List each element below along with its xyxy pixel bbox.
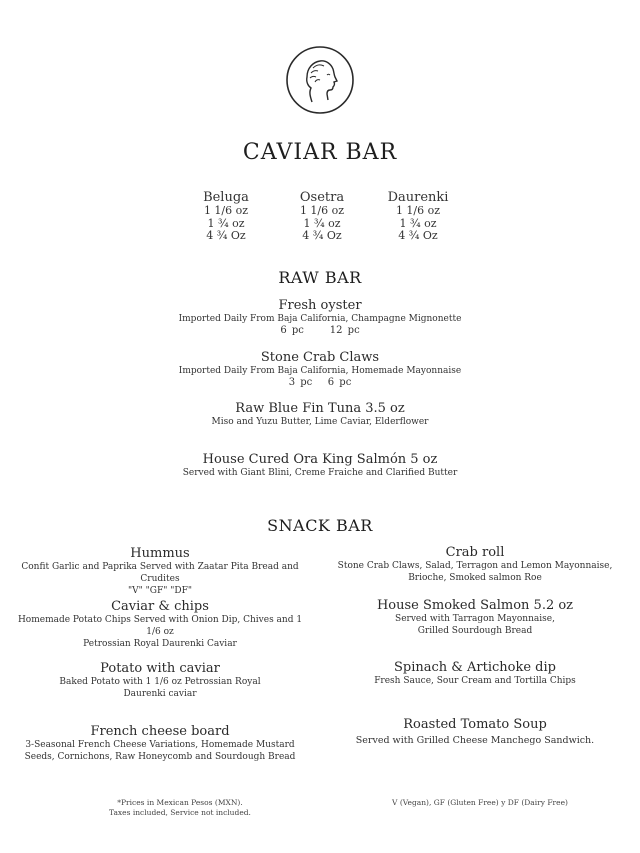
footnote-line: Taxes included, Service not included. (109, 808, 251, 817)
item-price: 3 pc 6 pc (288, 377, 352, 388)
footnote-line: V (Vegan), GF (Gluten Free) y DF (Dairy Free) (392, 798, 568, 807)
raw-item-fresh-oyster (0, 298, 640, 337)
snack-item-spinach-dip (330, 660, 620, 687)
item-name: Caviar & chips (111, 599, 209, 614)
raw-item-blue-fin-tuna (0, 401, 640, 428)
item-description: Stone Crab Claws, Salad, Terragon and Lemon Mayonnaise, (337, 561, 613, 571)
snack-item-hummus (10, 546, 310, 597)
caviar-size: 1 ¾ oz (207, 216, 245, 230)
snack-item-tomato-soup (330, 717, 620, 747)
caviar-bar-title: CAVIAR BAR (242, 140, 398, 165)
item-description: Imported Daily From Baja California, Homemade Mayonnaise (178, 366, 462, 376)
caviar-size: 4 ¾ Oz (398, 229, 438, 242)
caviar-size: 4 ¾ Oz (206, 229, 246, 242)
raw-bar-title: RAW BAR (278, 268, 362, 287)
caviar-column-osetra (267, 191, 377, 243)
item-description: Homemade Potato Chips Served with Onion Dip, Chives and 1 1/6 oz (17, 615, 303, 637)
item-description: "V" "GF" "DF" (128, 586, 192, 596)
item-description: Imported Daily From Baja California, Champagne Mignonette (178, 314, 462, 324)
caviar-size: 4 ¾ Oz (302, 229, 342, 242)
item-description: Baked Potato with 1 1/6 oz Petrossian Royal (59, 677, 261, 687)
caviar-name: Osetra (299, 190, 345, 205)
caviar-size: 1 ¾ oz (303, 216, 341, 230)
item-description: 3-Seasonal French Cheese Variations, Homemade Mustard (25, 740, 295, 750)
item-name: Hummus (130, 546, 190, 561)
item-name: Roasted Tomato Soup (403, 717, 547, 732)
item-name: Crab roll (445, 545, 505, 560)
price-footnote (60, 798, 300, 818)
caviar-size: 1 1/6 oz (299, 204, 345, 217)
item-name: House Smoked Salmon 5.2 oz (376, 598, 574, 613)
item-description: Daurenki caviar (123, 689, 197, 699)
snack-item-potato-caviar (10, 661, 310, 700)
caviar-name: Daurenki (387, 190, 449, 205)
raw-item-stone-crab-claws (0, 350, 640, 389)
diet-legend-footnote (340, 798, 620, 808)
medallion-logo-icon (282, 42, 358, 118)
snack-bar-title: SNACK BAR (267, 516, 373, 535)
item-price: 6 pc 12 pc (280, 325, 360, 336)
caviar-size: 1 1/6 oz (395, 204, 441, 217)
snack-item-smoked-salmon (330, 598, 620, 637)
item-description: Seeds, Cornichons, Raw Honeycomb and Sourdough Bread (24, 752, 296, 762)
caviar-size: 1 1/6 oz (203, 204, 249, 217)
snack-item-french-cheese-board (10, 724, 310, 763)
item-name: Raw Blue Fin Tuna 3.5 oz (235, 401, 405, 416)
item-name: French cheese board (90, 724, 230, 739)
snack-item-caviar-chips (10, 599, 310, 650)
raw-item-king-salmon (0, 452, 640, 479)
item-description: Brioche, Smoked salmon Roe (408, 573, 542, 583)
item-description: Petrossian Royal Daurenki Caviar (83, 639, 237, 649)
item-description: Miso and Yuzu Butter, Lime Caviar, Elderflower (211, 417, 429, 427)
item-description: Served with Tarragon Mayonnaise, (395, 614, 555, 624)
caviar-name: Beluga (203, 190, 249, 205)
item-description: Grilled Sourdough Bread (417, 626, 533, 636)
caviar-column-beluga (171, 191, 281, 243)
item-name: Spinach & Artichoke dip (394, 660, 556, 675)
item-name: Potato with caviar (100, 661, 220, 676)
snack-item-crab-roll (330, 545, 620, 584)
item-description: Served with Grilled Cheese Manchego Sandwich. (355, 735, 595, 746)
caviar-column-daurenki (363, 191, 473, 243)
footnote-line: *Prices in Mexican Pesos (MXN). (117, 798, 243, 807)
item-description: Confit Garlic and Paprika Served with Zaatar Pita Bread and Crudites (21, 562, 299, 584)
item-description: Served with Giant Blini, Creme Fraiche and Clarified Butter (182, 468, 458, 478)
item-name: Fresh oyster (278, 298, 362, 313)
item-name: Stone Crab Claws (260, 350, 380, 365)
caviar-size: 1 ¾ oz (399, 216, 437, 230)
item-name: House Cured Ora King Salmón 5 oz (202, 452, 438, 467)
item-description: Fresh Sauce, Sour Cream and Tortilla Chips (374, 676, 576, 686)
